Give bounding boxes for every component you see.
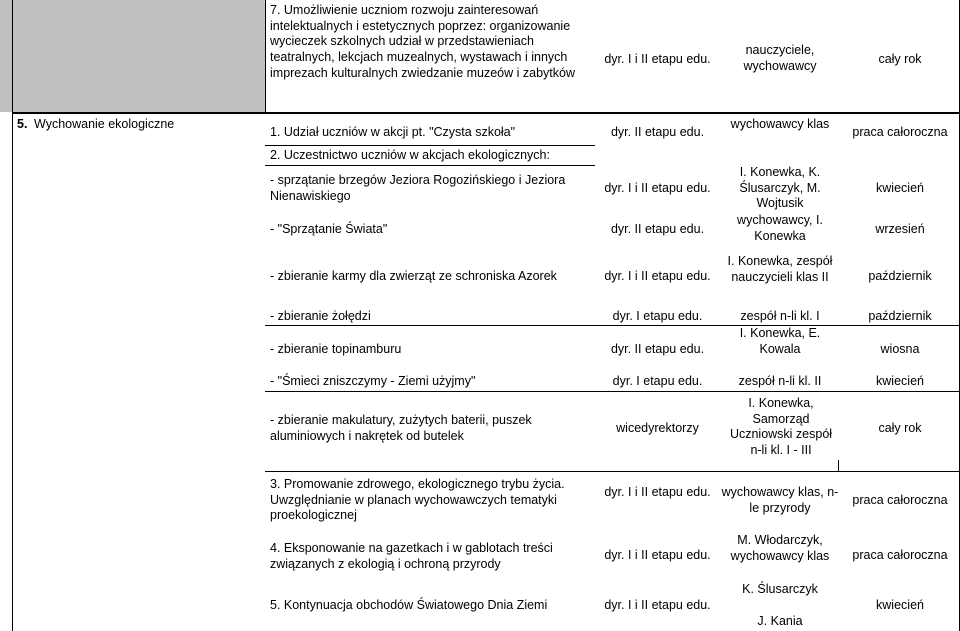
item-when: cały rok bbox=[878, 421, 922, 435]
item-who: dyr. I i II etapu edu. bbox=[604, 269, 711, 283]
item-when: wiosna bbox=[880, 342, 920, 356]
item-responsible: K. Ślusarczyk bbox=[742, 582, 818, 596]
item-text: - zbieranie karmy dla zwierząt ze schroniska Azorek bbox=[270, 269, 557, 283]
item-text: 4. Eksponowanie na gazetkach i w gablotach treści związanych z ekologią i ochroną przyrody bbox=[270, 541, 553, 571]
item-responsible: M. Włodarczyk, wychowawcy klas bbox=[730, 533, 830, 563]
item-when: kwiecień bbox=[876, 374, 924, 388]
item-extra-responsible: J. Kania bbox=[757, 614, 803, 628]
item-responsible: wychowawcy, I. Konewka bbox=[737, 213, 823, 243]
item-text: - zbieranie żołędzi bbox=[270, 309, 371, 323]
item-responsible: zespół n-li kl. I bbox=[740, 309, 820, 323]
item-who: dyr. I i II etapu edu. bbox=[604, 181, 711, 195]
item-responsible: I. Konewka, Samorząd Uczniowski zespół n-li kl. I - III bbox=[729, 396, 833, 457]
item-who: dyr. I etapu edu. bbox=[612, 374, 703, 388]
grid-line bbox=[265, 391, 959, 392]
item-text: - sprzątanie brzegów Jeziora Rogozińskiego i Jeziora Nienawiskiego bbox=[270, 173, 566, 203]
row7-when: cały rok bbox=[878, 52, 922, 66]
item-text: - "Sprzątanie Świata" bbox=[270, 222, 388, 236]
item-responsible: I. Konewka, zespół nauczycieli klas II bbox=[727, 254, 833, 284]
grid-line bbox=[265, 145, 595, 146]
row7-text: 7. Umożliwienie uczniom rozwoju zainteresowań intelektualnych i estetycznych poprzez: organizowanie wycieczek szkolnych udział w przedstawieniach teatralnych, lekcjach muzealnych, wystawach i innych imprezach kulturalnych zwiedzanie muzeów i zabytków bbox=[270, 3, 575, 80]
item-when: praca całoroczna bbox=[852, 125, 948, 139]
item-when: wrzesień bbox=[875, 222, 925, 236]
item-who: dyr. I etapu edu. bbox=[612, 309, 703, 323]
grid-line bbox=[265, 165, 595, 166]
item-text: - "Śmieci zniszczymy - Ziemi użyjmy" bbox=[270, 374, 476, 388]
grid-line bbox=[265, 325, 959, 326]
item-when: październik bbox=[868, 269, 932, 283]
row7-responsible: nauczyciele, wychowawcy bbox=[743, 43, 817, 73]
grid-line bbox=[265, 0, 266, 112]
item-who: dyr. II etapu edu. bbox=[610, 125, 705, 139]
section-title: Wychowanie ekologiczne bbox=[34, 117, 175, 131]
item-text: 1. Udział uczniów w akcji pt. "Czysta szkoła" bbox=[270, 125, 516, 139]
item-responsible: wychowawcy klas, n-le przyrody bbox=[721, 485, 839, 515]
grid-line bbox=[12, 0, 13, 631]
item-when: październik bbox=[868, 309, 932, 323]
item-text: 2. Uczestnictwo uczniów w akcjach ekologicznych: bbox=[270, 148, 550, 162]
item-text: 5. Kontynuacja obchodów Światowego Dnia Ziemi bbox=[270, 598, 548, 612]
item-who: dyr. I i II etapu edu. bbox=[604, 485, 711, 499]
item-who: wicedyrektorzy bbox=[616, 421, 699, 435]
item-text: - zbieranie makulatury, zużytych baterii, puszek aluminiowych i nakrętek od butelek bbox=[270, 413, 532, 443]
item-responsible: wychowawcy klas bbox=[730, 117, 830, 131]
grid-line bbox=[12, 113, 960, 114]
item-who: dyr. II etapu edu. bbox=[610, 342, 705, 356]
row7-who: dyr. I i II etapu edu. bbox=[604, 52, 711, 66]
item-responsible: I. Konewka, E. Kowala bbox=[739, 326, 821, 356]
item-when: kwiecień bbox=[876, 181, 924, 195]
item-text: 3. Promowanie zdrowego, ekologicznego trybu życia. Uwzględnianie w planach wychowawczych tematyki proekologicznej bbox=[270, 477, 565, 523]
item-who: dyr. I i II etapu edu. bbox=[604, 548, 711, 562]
item-when: kwiecień bbox=[876, 598, 924, 612]
item-responsible: I. Konewka, K. Ślusarczyk, M. Wojtusik bbox=[739, 165, 821, 211]
item-when: praca całoroczna bbox=[852, 493, 948, 507]
item-text: - zbieranie topinamburu bbox=[270, 342, 402, 356]
grid-line bbox=[265, 471, 959, 472]
item-responsible: zespół n-li kl. II bbox=[738, 374, 822, 388]
gray-column-left bbox=[0, 0, 12, 112]
item-who: dyr. II etapu edu. bbox=[610, 222, 705, 236]
section-number: 5. bbox=[17, 117, 28, 131]
item-who: dyr. I i II etapu edu. bbox=[604, 598, 711, 612]
gray-column-right bbox=[13, 0, 265, 112]
item-when: praca całoroczna bbox=[852, 548, 948, 562]
